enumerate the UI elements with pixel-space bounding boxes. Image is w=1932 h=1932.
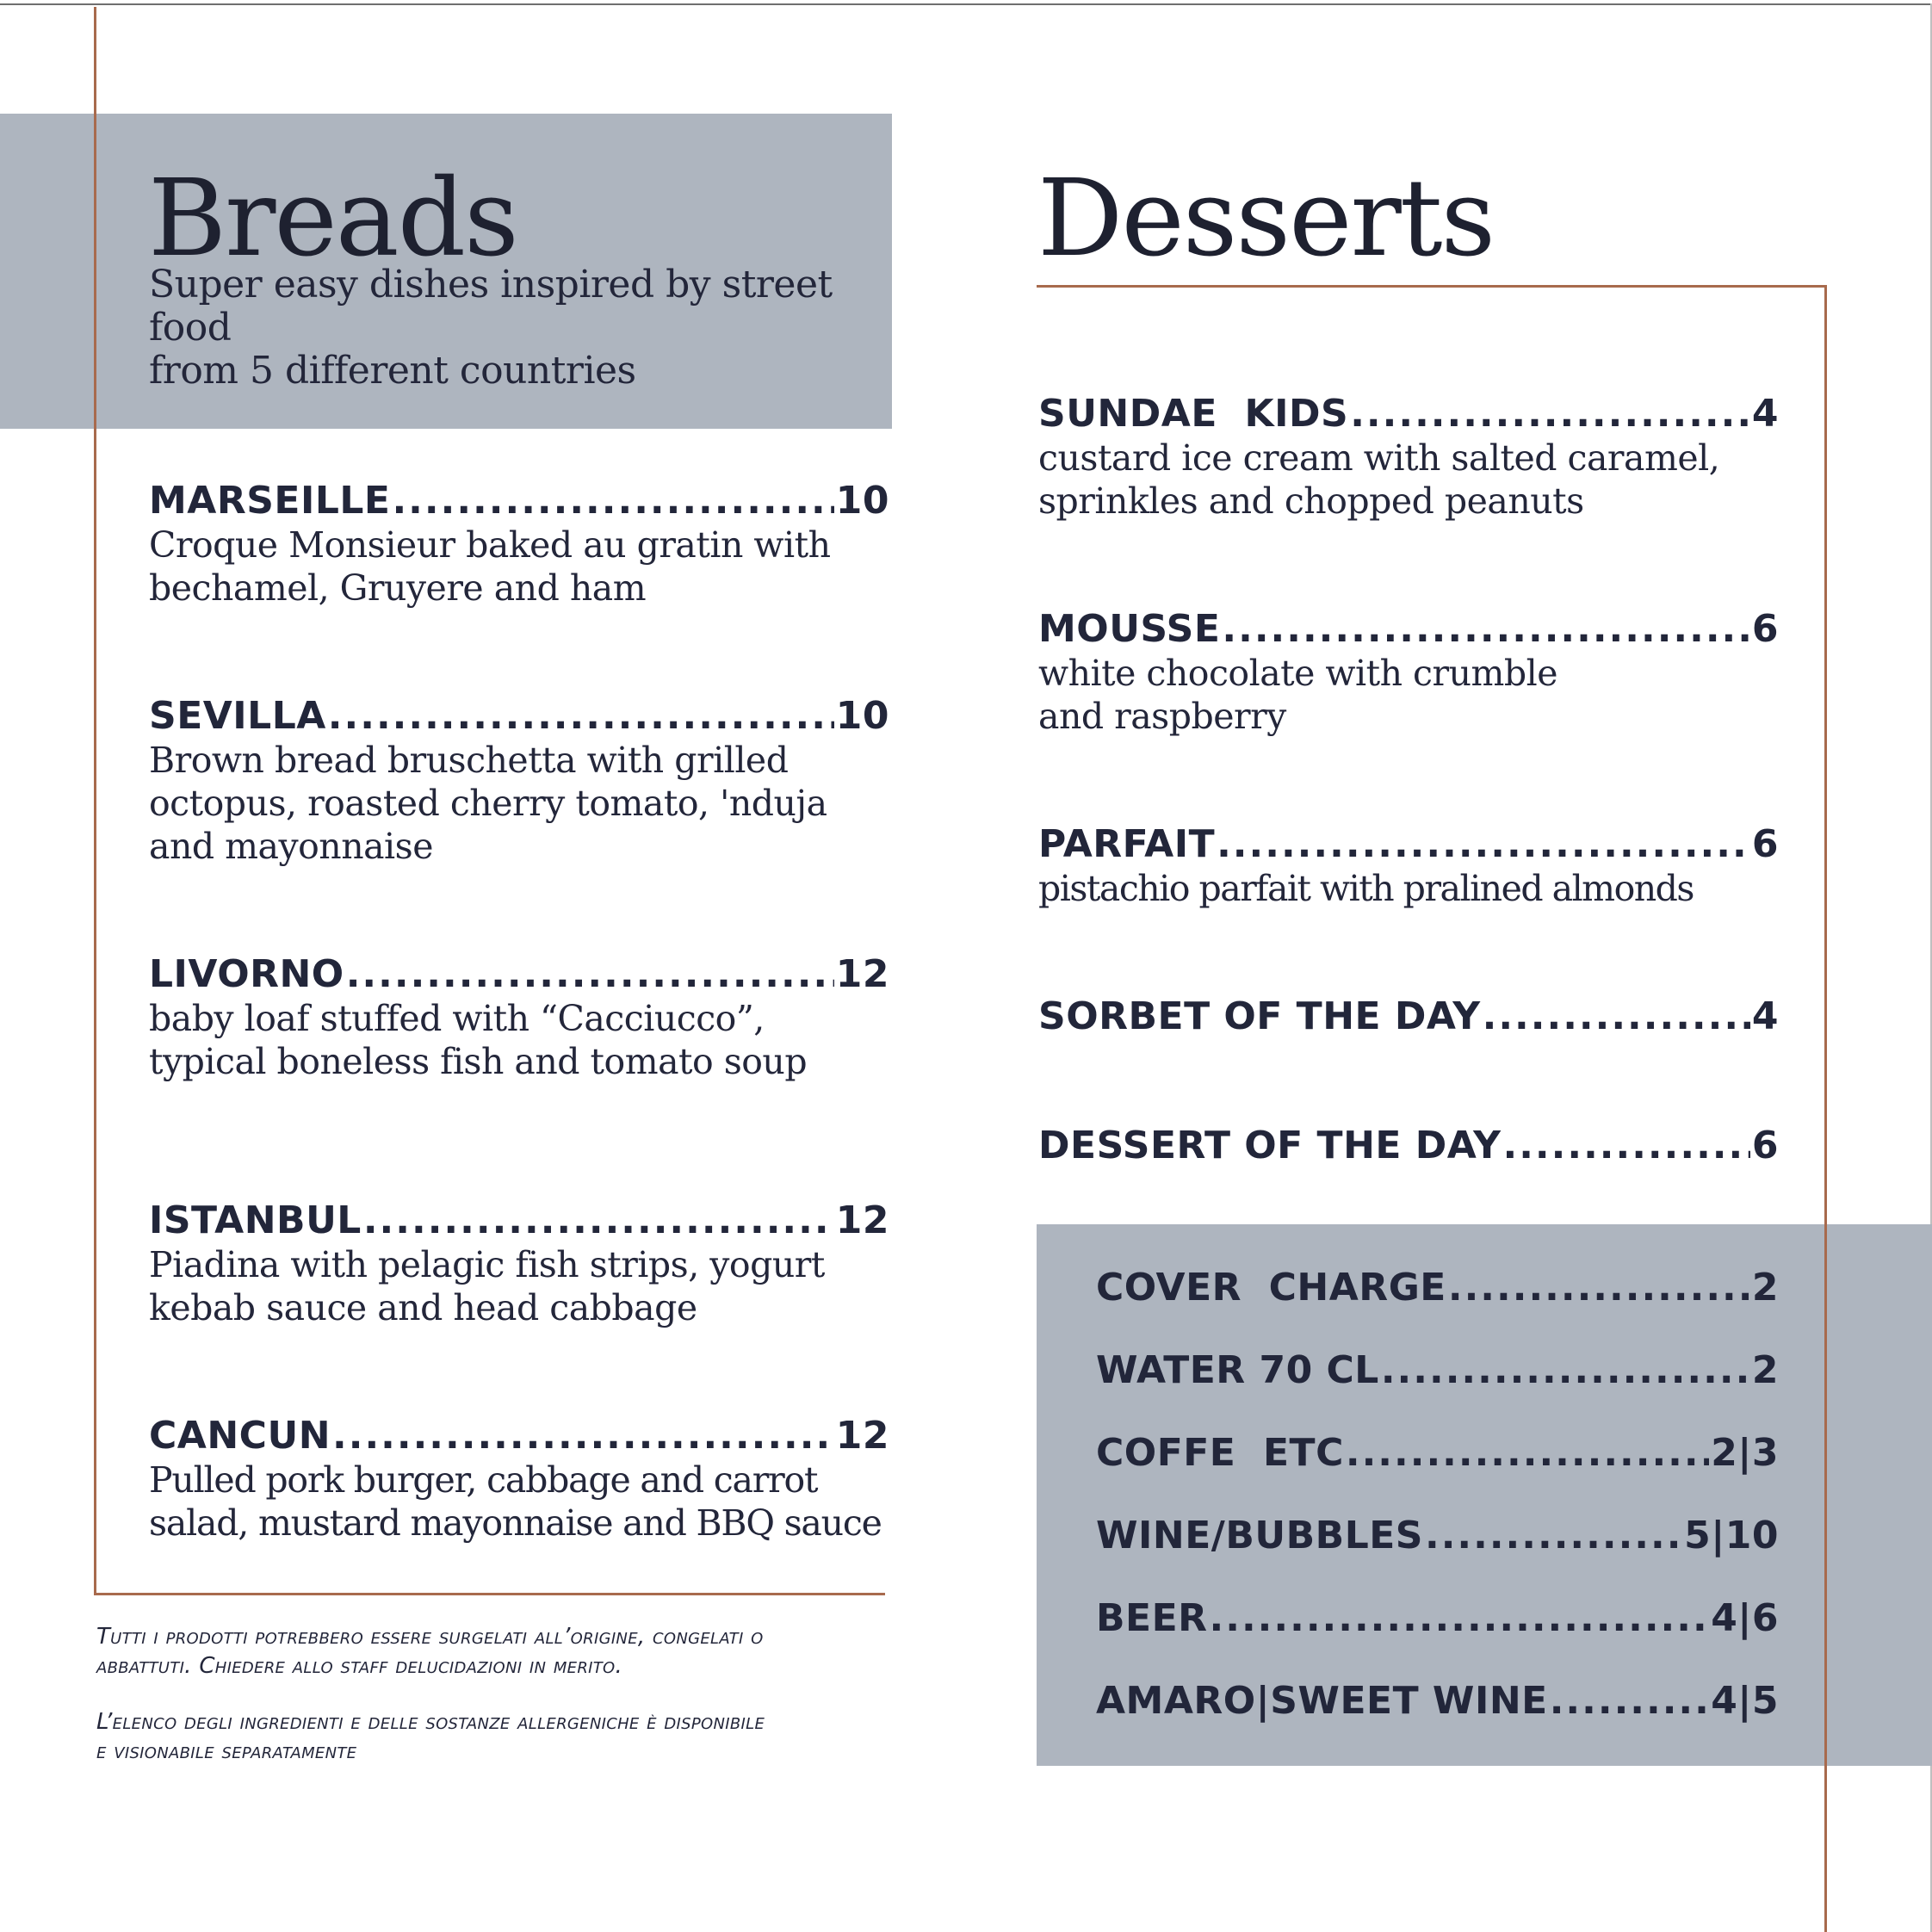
extras-row bbox=[1096, 1348, 1779, 1393]
breads-subtitle-line: from 5 different countries bbox=[149, 349, 636, 393]
extras-row bbox=[1096, 1266, 1779, 1310]
extras-item-price: 4|6 bbox=[1711, 1596, 1779, 1640]
bread-item-livorno bbox=[149, 952, 889, 1083]
menu-item-price: 10 bbox=[835, 694, 889, 738]
note-line: e visionabile separatamente bbox=[96, 1738, 357, 1764]
note-line: abbattuti. Chiedere allo staff delucidazioni in merito. bbox=[96, 1653, 623, 1679]
menu-item-price: 4 bbox=[1751, 994, 1779, 1038]
menu-item-row bbox=[1038, 994, 1779, 1039]
extras-item-price: 2 bbox=[1751, 1348, 1779, 1392]
menu-item-row bbox=[1038, 607, 1779, 652]
bread-item-marseille bbox=[149, 479, 889, 610]
menu-item-description: baby loaf stuffed with “Cacciucco”, bbox=[149, 998, 765, 1039]
left-bottom-rule bbox=[94, 1593, 885, 1595]
dot-leader bbox=[1222, 607, 1749, 652]
right-vertical-rule bbox=[1824, 285, 1827, 1932]
extras-list bbox=[1096, 1266, 1779, 1724]
dot-leader bbox=[328, 694, 834, 739]
menu-item-price: 6 bbox=[1751, 822, 1779, 866]
menu-item-name: PARFAIT bbox=[1038, 822, 1216, 866]
dot-leader bbox=[1425, 1514, 1682, 1558]
bread-item-sevilla bbox=[149, 694, 889, 868]
extras-row bbox=[1096, 1596, 1779, 1641]
extras-item-name: AMARO|SWEET WINE bbox=[1096, 1679, 1548, 1723]
menu-item-description: and raspberry bbox=[1038, 696, 1286, 737]
dot-leader bbox=[346, 952, 834, 997]
extras-item-price: 4|5 bbox=[1711, 1679, 1779, 1723]
dot-leader bbox=[1217, 822, 1750, 867]
menu-item-description: pistachio parfait with pralined almonds bbox=[1038, 868, 1694, 909]
menu-item-name: DESSERT OF THE DAY bbox=[1038, 1124, 1502, 1167]
left-vertical-rule bbox=[94, 7, 96, 1595]
extras-item-price: 5|10 bbox=[1684, 1514, 1779, 1557]
menu-item-row bbox=[149, 952, 889, 997]
right-top-rule bbox=[1037, 285, 1827, 288]
menu-item-description: white chocolate with crumble bbox=[1038, 653, 1558, 694]
menu-item-name: SUNDAE KIDS bbox=[1038, 392, 1349, 436]
bread-item-cancun bbox=[149, 1414, 889, 1545]
menu-item-name: LIVORNO bbox=[149, 952, 344, 996]
breads-subtitle bbox=[149, 263, 889, 393]
dot-leader bbox=[1503, 1124, 1750, 1168]
menu-item-price: 12 bbox=[835, 1198, 889, 1242]
menu-item-price: 12 bbox=[835, 1414, 889, 1458]
dot-leader bbox=[1346, 1431, 1709, 1476]
dessert-item-sundae bbox=[1038, 392, 1779, 523]
menu-item-price: 6 bbox=[1751, 1124, 1779, 1167]
menu-item-name: SORBET OF THE DAY bbox=[1038, 994, 1481, 1038]
menu-item-row bbox=[149, 479, 889, 523]
menu-item-row bbox=[149, 694, 889, 739]
extras-row bbox=[1096, 1431, 1779, 1476]
dot-leader bbox=[1210, 1596, 1710, 1641]
bread-item-istanbul bbox=[149, 1198, 889, 1329]
desserts-title: Desserts bbox=[1037, 157, 1495, 281]
note-line: Tutti i prodotti potrebbero essere surgelati all’origine, congelati o bbox=[96, 1624, 764, 1650]
extras-item-name: WATER 70 CL bbox=[1096, 1348, 1379, 1392]
note-line: L’elenco degli ingredienti e delle sostanze allergeniche è disponibile bbox=[96, 1709, 765, 1735]
extras-item-price: 2|3 bbox=[1711, 1431, 1779, 1475]
dessert-item-parfait bbox=[1038, 822, 1779, 910]
extras-item-name: WINE/BUBBLES bbox=[1096, 1514, 1423, 1557]
breads-title: Breads bbox=[148, 157, 517, 281]
menu-item-description: kebab sauce and head cabbage bbox=[149, 1287, 697, 1328]
extras-item-name: COVER CHARGE bbox=[1096, 1266, 1446, 1310]
menu-item-description: Piadina with pelagic fish strips, yogurt bbox=[149, 1244, 825, 1285]
menu-item-name: SEVILLA bbox=[149, 694, 326, 738]
dot-leader bbox=[1483, 994, 1750, 1039]
dot-leader bbox=[1550, 1679, 1709, 1724]
frozen-products-note bbox=[96, 1622, 889, 1681]
top-border-line bbox=[0, 3, 1932, 5]
dot-leader bbox=[1350, 392, 1750, 437]
extras-item-name: COFFE ETC bbox=[1096, 1431, 1344, 1475]
extras-item-name: BEER bbox=[1096, 1596, 1208, 1640]
dessert-item-mousse bbox=[1038, 607, 1779, 738]
menu-item-description: octopus, roasted cherry tomato, 'nduja bbox=[149, 783, 827, 824]
breads-subtitle-line: Super easy dishes inspired by street food bbox=[149, 263, 833, 350]
extras-item-price: 2 bbox=[1751, 1266, 1779, 1310]
menu-item-description: Croque Monsieur baked au gratin with bbox=[149, 524, 831, 566]
menu-item-description: typical boneless fish and tomato soup bbox=[149, 1041, 808, 1082]
menu-item-name: MARSEILLE bbox=[149, 479, 391, 523]
dot-leader bbox=[332, 1414, 834, 1458]
menu-item-description: salad, mustard mayonnaise and BBQ sauce bbox=[149, 1502, 882, 1544]
menu-item-description: Pulled pork burger, cabbage and carrot bbox=[149, 1459, 818, 1501]
menu-item-row bbox=[149, 1414, 889, 1458]
extras-row bbox=[1096, 1679, 1779, 1724]
menu-item-description: bechamel, Gruyere and ham bbox=[149, 567, 647, 609]
dot-leader bbox=[392, 479, 833, 523]
menu-item-row bbox=[1038, 392, 1779, 437]
extras-row bbox=[1096, 1514, 1779, 1558]
menu-item-description: Brown bread bruschetta with grilled bbox=[149, 740, 789, 781]
dot-leader bbox=[1381, 1348, 1750, 1393]
menu-item-name: ISTANBUL bbox=[149, 1198, 362, 1242]
menu-item-price: 6 bbox=[1751, 607, 1779, 651]
menu-item-description: sprinkles and chopped peanuts bbox=[1038, 480, 1584, 522]
menu-item-price: 12 bbox=[835, 952, 889, 996]
menu-item-price: 4 bbox=[1751, 392, 1779, 436]
allergens-note bbox=[96, 1707, 889, 1766]
menu-item-name: MOUSSE bbox=[1038, 607, 1221, 651]
menu-item-description: and mayonnaise bbox=[149, 826, 433, 867]
menu-item-name: CANCUN bbox=[149, 1414, 331, 1458]
dot-leader bbox=[1448, 1266, 1750, 1310]
dessert-item-sorbet bbox=[1038, 994, 1779, 1039]
menu-item-row bbox=[1038, 822, 1779, 867]
dot-leader bbox=[363, 1198, 834, 1243]
menu-item-price: 10 bbox=[835, 479, 889, 523]
menu-item-description: custard ice cream with salted caramel, bbox=[1038, 437, 1720, 479]
menu-item-row bbox=[1038, 1124, 1779, 1168]
menu-item-row bbox=[149, 1198, 889, 1243]
dessert-item-dessert-of-day bbox=[1038, 1124, 1779, 1168]
